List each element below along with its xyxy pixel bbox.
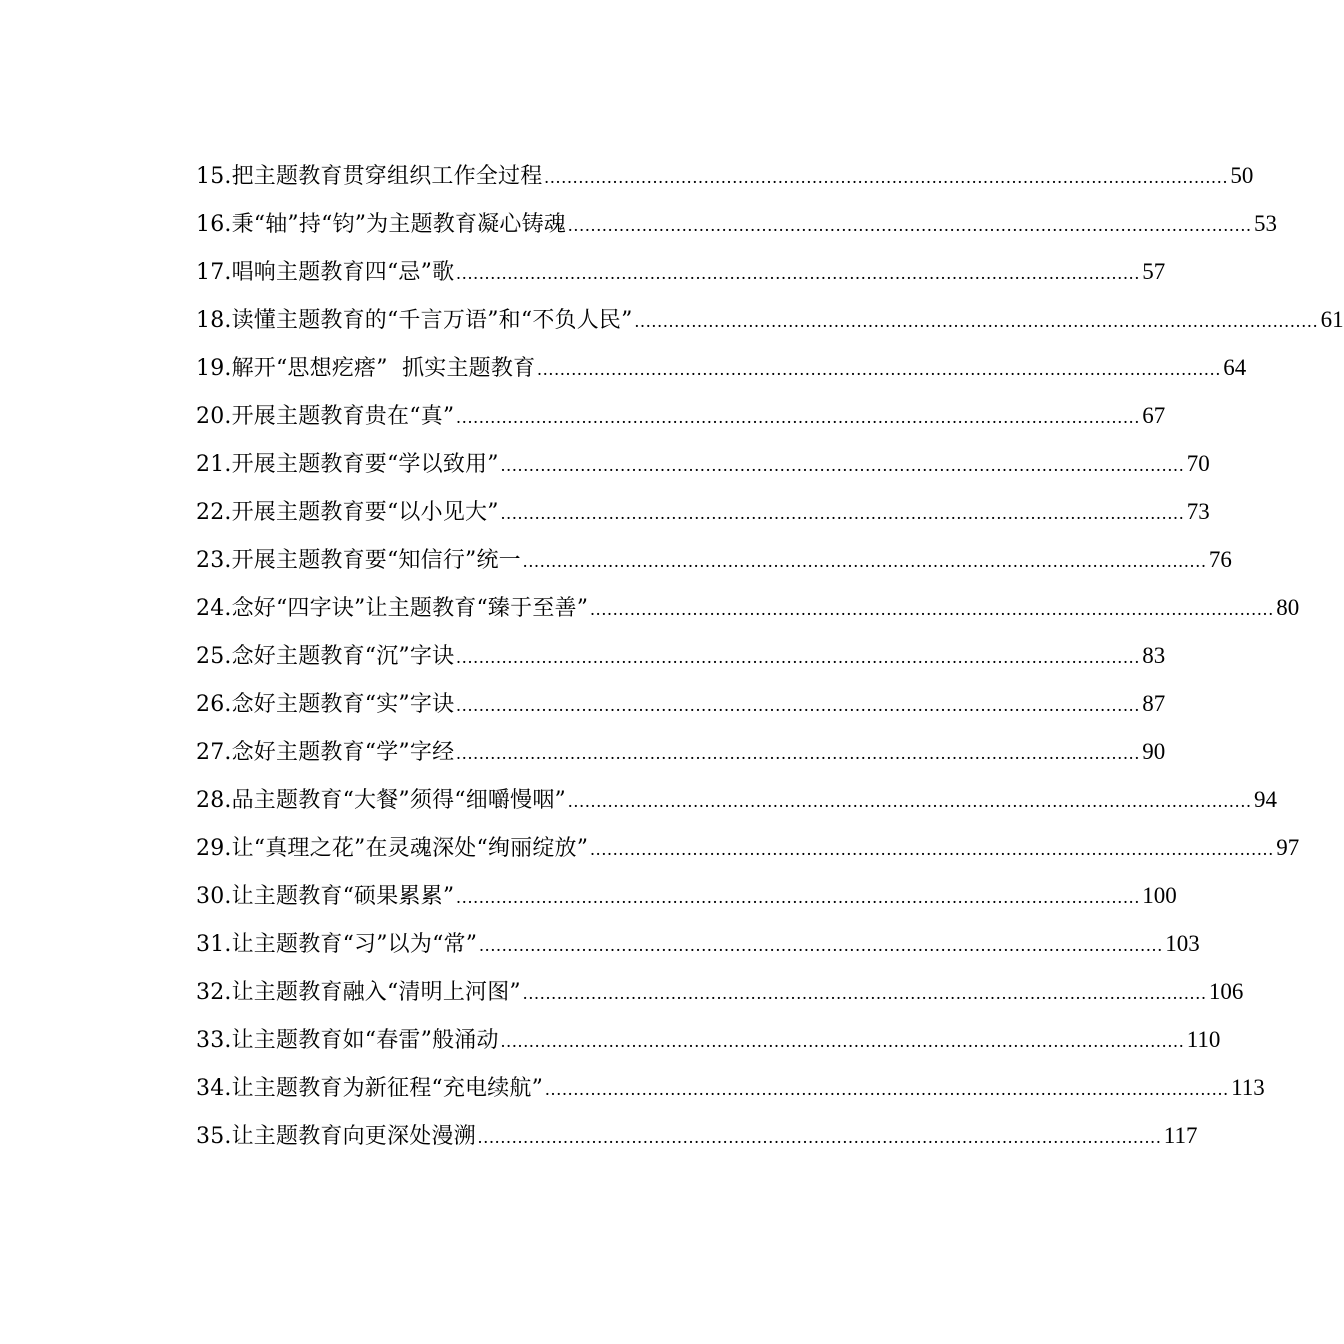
toc-entry-22[interactable]: [196, 488, 1210, 536]
dot-leader: ........................................................................................................................: [456, 743, 1141, 763]
dot-leader: ........................................................................................................................: [479, 935, 1164, 955]
dot-leader: ........................................................................................................................: [456, 407, 1141, 427]
dot-leader: ........................................................................................................................: [456, 695, 1141, 715]
dot-leader: ........................................................................................................................: [522, 551, 1207, 571]
toc-entry-page: 103: [1165, 931, 1200, 956]
toc-entry-title: 35.让主题教育向更深处漫溯: [196, 1124, 476, 1149]
toc-entry-title: 31.让主题教育“习”以为“常”: [196, 932, 478, 957]
dot-leader: ........................................................................................................................: [456, 647, 1141, 667]
toc-entry-title: 28.品主题教育“大餐”须得“细嚼慢咽”: [196, 788, 566, 813]
toc-entry-title: 21.开展主题教育要“学以致用”: [196, 452, 499, 477]
toc-entry-17[interactable]: [196, 248, 1166, 296]
toc-entry-16[interactable]: [196, 200, 1277, 248]
toc-entry-page: 97: [1276, 835, 1300, 860]
toc-entry-page: 57: [1142, 259, 1166, 284]
toc-entry-30[interactable]: [196, 872, 1177, 920]
dot-leader: ........................................................................................................................: [456, 263, 1141, 283]
toc-entry-title: 30.让主题教育“硕果累累”: [196, 884, 455, 909]
dot-leader: ........................................................................................................................: [634, 311, 1319, 331]
toc-entry-page: 64: [1223, 355, 1247, 380]
toc-entry-27[interactable]: [196, 728, 1166, 776]
toc-entry-title: 19.解开“思想疙瘩” 抓实主题教育: [196, 356, 536, 381]
toc-entry-title: 17.唱响主题教育四“忌”歌: [196, 260, 455, 285]
toc-entry-title: 25.念好主题教育“沉”字诀: [196, 644, 455, 669]
toc-entry-page: 106: [1208, 979, 1244, 1004]
toc-entry-page: 67: [1142, 403, 1166, 428]
dot-leader: ........................................................................................................................: [567, 215, 1252, 235]
toc-entry-18[interactable]: [196, 296, 1344, 344]
dot-leader: ........................................................................................................................: [456, 887, 1141, 907]
toc-entry-title: 34.让主题教育为新征程“充电续航”: [196, 1076, 544, 1101]
toc-entry-28[interactable]: [196, 776, 1277, 824]
toc-entry-35[interactable]: [196, 1112, 1198, 1160]
dot-leader: ........................................................................................................................: [477, 1127, 1162, 1147]
dot-leader: ........................................................................................................................: [537, 359, 1222, 379]
toc-entry-26[interactable]: [196, 680, 1166, 728]
toc-entry-34[interactable]: [196, 1064, 1265, 1112]
toc-entry-31[interactable]: [196, 920, 1200, 968]
dot-leader: ........................................................................................................................: [544, 167, 1229, 187]
dot-leader: ........................................................................................................................: [590, 599, 1275, 619]
toc-entry-page: 90: [1142, 739, 1166, 764]
toc-entry-title: 22.开展主题教育要“以小见大”: [196, 500, 499, 525]
toc-entry-page: 70: [1186, 451, 1210, 476]
toc-entry-page: 83: [1142, 643, 1166, 668]
toc-entry-page: 61: [1320, 307, 1344, 332]
toc-entry-page: 73: [1186, 499, 1210, 524]
toc-entry-page: 87: [1142, 691, 1166, 716]
dot-leader: ........................................................................................................................: [567, 791, 1252, 811]
dot-leader: ........................................................................................................................: [500, 455, 1185, 475]
toc-entry-19[interactable]: [196, 344, 1247, 392]
toc-entry-29[interactable]: [196, 824, 1300, 872]
toc-entry-23[interactable]: [196, 536, 1232, 584]
dot-leader: ........................................................................................................................: [522, 983, 1207, 1003]
toc-entry-page: 113: [1231, 1075, 1265, 1100]
toc-entry-page: 94: [1253, 787, 1277, 812]
toc-entry-20[interactable]: [196, 392, 1166, 440]
table-of-contents: [196, 152, 1344, 1160]
toc-entry-page: 110: [1186, 1027, 1221, 1052]
toc-entry-title: 29.让“真理之花”在灵魂深处“绚丽绽放”: [196, 836, 589, 861]
toc-entry-page: 117: [1163, 1123, 1198, 1148]
toc-entry-24[interactable]: [196, 584, 1300, 632]
toc-entry-page: 100: [1142, 883, 1177, 908]
toc-entry-page: 53: [1253, 211, 1277, 236]
toc-entry-title: 23.开展主题教育要“知信行”统一: [196, 548, 521, 573]
toc-entry-32[interactable]: [196, 968, 1244, 1016]
toc-entry-title: 27.念好主题教育“学”字经: [196, 740, 455, 765]
toc-entry-title: 26.念好主题教育“实”字诀: [196, 692, 455, 717]
toc-entry-title: 32.让主题教育融入“清明上河图”: [196, 980, 521, 1005]
toc-entry-25[interactable]: [196, 632, 1166, 680]
toc-entry-title: 33.让主题教育如“春雷”般涌动: [196, 1028, 499, 1053]
toc-entry-page: 76: [1208, 547, 1232, 572]
toc-entry-title: 18.读懂主题教育的“千言万语”和“不负人民”: [196, 308, 633, 333]
dot-leader: ........................................................................................................................: [500, 503, 1185, 523]
toc-entry-title: 15.把主题教育贯穿组织工作全过程: [196, 164, 543, 189]
toc-entry-title: 20.开展主题教育贵在“真”: [196, 404, 455, 429]
toc-entry-page: 80: [1276, 595, 1300, 620]
toc-entry-title: 24.念好“四字诀”让主题教育“臻于至善”: [196, 596, 589, 621]
dot-leader: ........................................................................................................................: [590, 839, 1275, 859]
toc-entry-title: 16.秉“轴”持“钧”为主题教育凝心铸魂: [196, 212, 566, 237]
toc-entry-15[interactable]: [196, 152, 1254, 200]
toc-entry-21[interactable]: [196, 440, 1210, 488]
dot-leader: ........................................................................................................................: [500, 1031, 1185, 1051]
toc-entry-page: 50: [1230, 163, 1254, 188]
toc-entry-33[interactable]: [196, 1016, 1221, 1064]
dot-leader: ........................................................................................................................: [545, 1079, 1230, 1099]
